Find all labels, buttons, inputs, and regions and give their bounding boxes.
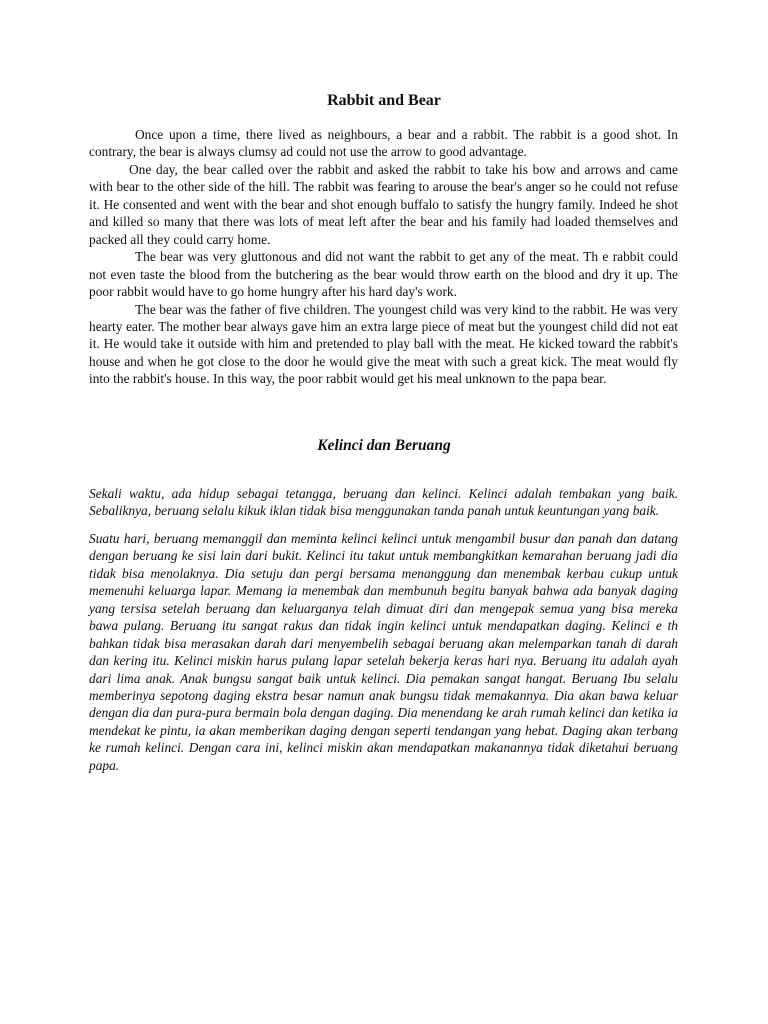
indonesian-paragraph-1: Sekali waktu, ada hidup sebagai tetangga, beruang dan kelinci. Kelinci adalah tembakan yang baik. Sebaliknya, beruang selalu kikuk iklan tidak bisa menggunakan tanda panah untuk keuntungan yang baik. bbox=[89, 486, 678, 519]
english-paragraph-2: One day, the bear called over the rabbit and asked the rabbit to take his bow and arrows and came with bear to the other side of the hill. The rabbit was fearing to arouse the bear's anger so he could not refuse it. He consented and went with the bear and shot enough buffalo to satisfy the hungry family. Indeed he shot and killed so many that there was lots of meat left after the bear and his family had loaded themselves and packed all they could carry home. bbox=[89, 161, 678, 247]
indonesian-paragraph-2: Suatu hari, beruang memanggil dan meminta kelinci kelinci untuk mengambil busur dan panah dan datang dengan beruang ke sisi lain dari bukit. Kelinci itu takut untuk membangkitkan kemarahan beruang jadi dia tidak bisa menolaknya. Dia setuju dan pergi bersama menanggung dan menembak kerbau cukup untuk memenuhi keluarga lapar. Memang ia menembak dan membunuh begitu banyak bahwa ada banyak daging yang tersisa setelah beruang dan keluarganya telah dimuat diri dan mengepak semua yang bisa mereka bawa pulang. Beruang itu sangat rakus dan tidak ingin kelinci untuk mendapatkan daging. Kelinci e th bahkan tidak bisa merasakan darah dari menyembelih sebagai beruang akan melemparkan tanah di darah dan kering itu. Kelinci miskin harus pulang lapar setelah bekerja keras hari nya. Beruang itu adalah ayah dari lima anak. Anak bungsu sangat baik untuk kelinci. Dia pemakan sangat hangat. Beruang Ibu selalu memberinya sepotong daging ekstra besar namun anak bungsu tidak memakannya. Dia akan bawa keluar dengan dia dan pura-pura bermain bola dengan daging. Dia menendang ke arah rumah kelinci dan ketika ia mendekat ke pintu, ia akan memberikan daging dengan seperti tendangan yang hebat. Daging akan terbang ke rumah kelinci. Dengan cara ini, kelinci miskin akan mendapatkan makanannya tidak diketahui beruang papa. bbox=[89, 530, 678, 773]
english-paragraph-3: The bear was very gluttonous and did not want the rabbit to get any of the meat. Th e rabbit could not even taste the blood from the butchering as the bear would throw earth on the blood and dry it up. The poor rabbit would have to go home hungry after his hard day's work. bbox=[89, 249, 678, 300]
english-paragraph-4: The bear was the father of five children. The youngest child was very kind to the rabbit. He was very hearty eater. The mother bear always gave him an extra large piece of meat but the youngest child did not eat it. He would take it outside with him and pretended to play ball with the meat. He kicked toward the rabbit's house and when he got close to the door he would give the meat with such a great kick. The meat would fly into the rabbit's house. In this way, the poor rabbit would get his meal unknown to the papa bear. bbox=[89, 301, 678, 387]
indonesian-title: Kelinci dan Beruang bbox=[317, 437, 451, 454]
english-paragraph-1: Once upon a time, there lived as neighbours, a bear and a rabbit. The rabbit is a good shot. In contrary, the bear is always clumsy ad could not use the arrow to good advantage. bbox=[89, 127, 678, 160]
indonesian-story bbox=[89, 485, 678, 784]
english-title: Rabbit and Bear bbox=[327, 92, 441, 109]
english-story bbox=[89, 126, 678, 388]
